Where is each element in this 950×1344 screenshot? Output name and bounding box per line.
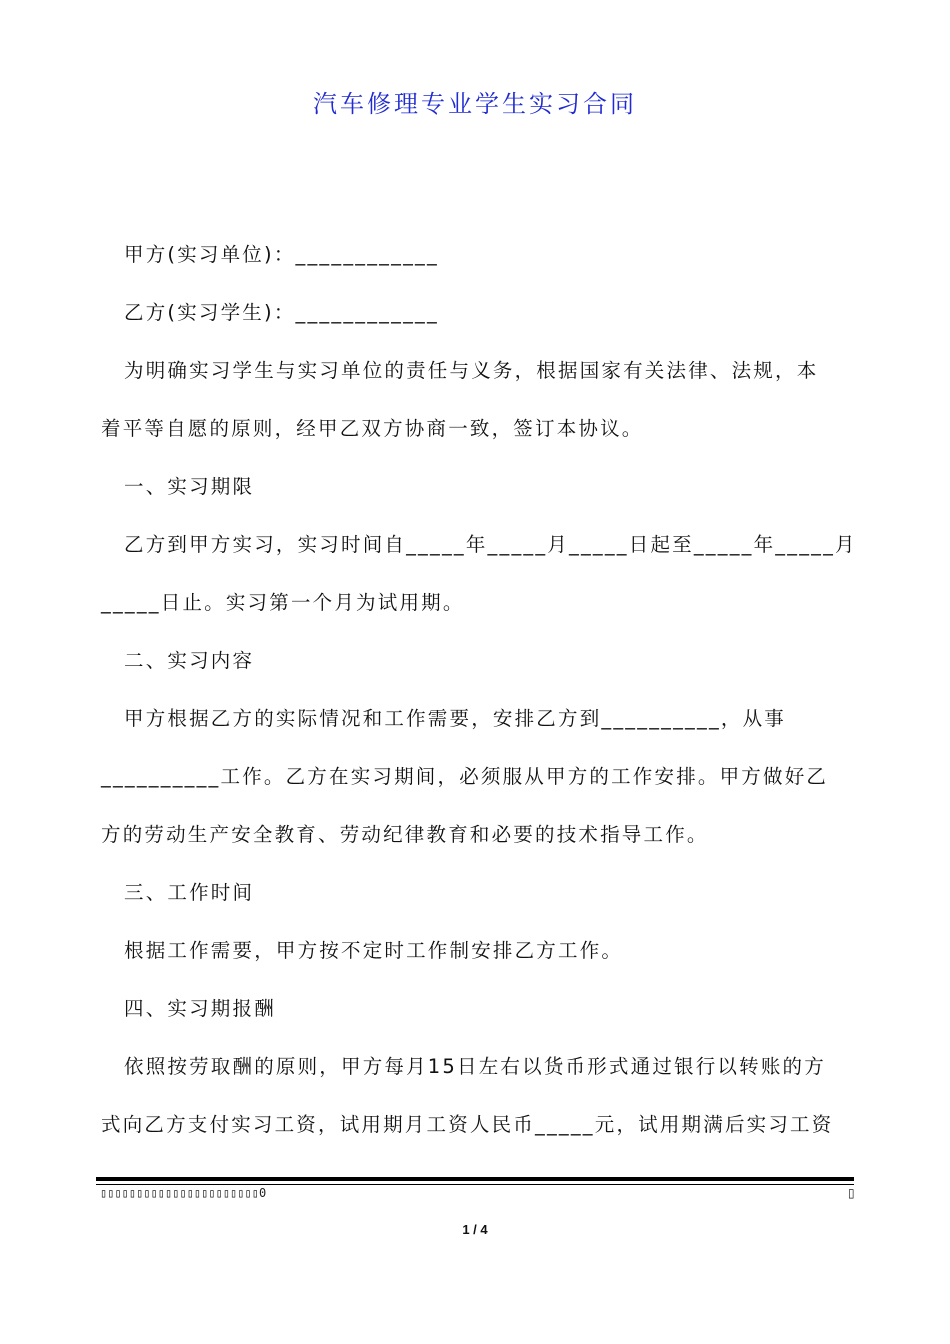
section-heading-content: 二、实习内容 [124,649,255,672]
document-title: 汽车修理专业学生实习合同 [313,90,637,118]
term-line-2: _____日止。实习第一个月为试用期。 [101,591,465,614]
footer-rule-thin [96,1184,854,1185]
preamble-line-2: 着平等自愿的原则，经甲乙双方协商一致，签订本协议。 [101,417,644,440]
term-line-1: 乙方到甲方实习，实习时间自_____年_____月_____日起至_____年_____月 [124,533,857,556]
pay-line-2: 式向乙方支付实习工资，试用期月工资人民币_____元，试用期满后实习工资 [101,1113,834,1136]
section-heading-hours: 三、工作时间 [124,881,255,904]
content-line-1: 甲方根据乙方的实际情况和工作需要，安排乙方到__________，从事 [124,707,787,730]
content-line-3: 方的劳动生产安全教育、劳动纪律教育和必要的技术指导工作。 [101,823,709,846]
footer-left-text: ▯▯▯▯▯▯▯▯▯▯▯▯▯▯▯▯▯▯▯▯▯▯0 [100,1186,267,1200]
pay-line-1: 依照按劳取酬的原则，甲方每月15日左右以货币形式通过银行以转账的方 [124,1055,826,1078]
preamble-line-1: 为明确实习学生与实习单位的责任与义务，根据国家有关法律、法规，本 [124,359,819,382]
party-b-line: 乙方(实习学生)：____________ [124,301,439,324]
party-a-line: 甲方(实习单位)：____________ [124,243,439,266]
section-heading-pay: 四、实习期报酬 [124,997,276,1020]
section-heading-term: 一、实习期限 [124,475,255,498]
footer-right-text: ▯ [848,1186,855,1200]
footer-rule-thick [96,1177,854,1181]
page-number: 1 / 4 [462,1222,488,1237]
hours-line-1: 根据工作需要，甲方按不定时工作制安排乙方工作。 [124,939,624,962]
content-line-2: __________工作。乙方在实习期间，必须服从甲方的工作安排。甲方做好乙 [101,765,829,788]
